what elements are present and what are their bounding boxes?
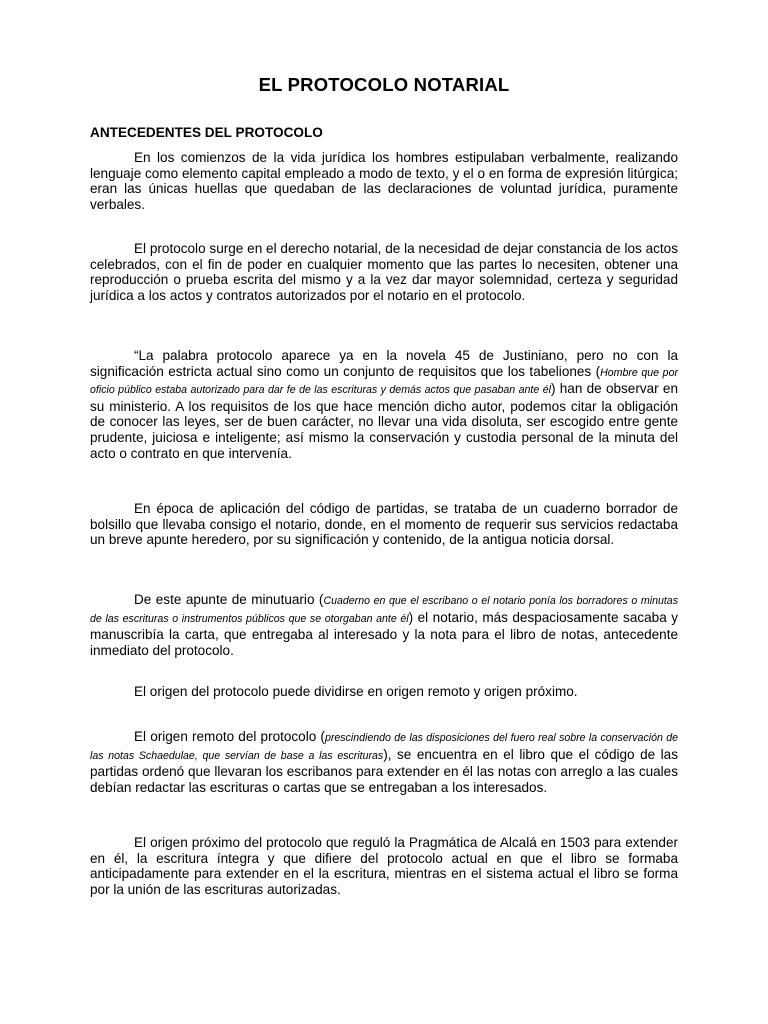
paragraph-1: En los comienzos de la vida jurídica los hombres estipulaban verbalmente, realizando lenguaje como elemento capital empleado a modo de texto, y el o en forma de expresión litúrgica; eran las únicas huellas que quedaban de las declaraciones de voluntad jurídica, puramente verbales.: [90, 150, 678, 212]
section-heading: ANTECEDENTES DEL PROTOCOLO: [90, 125, 323, 140]
paragraph-5-italic-note: Cuaderno en que el escribano o el notario ponía los borradores o minutas de las escrituras o instrumentos públicos que se otorgaban ante él: [90, 595, 678, 625]
document-title: EL PROTOCOLO NOTARIAL: [258, 74, 510, 95]
paragraph-5: [90, 592, 678, 658]
paragraph-3: [90, 348, 678, 461]
paragraph-7-text-start: El origen remoto del protocolo (: [134, 729, 325, 744]
paragraph-4: En época de aplicación del código de partidas, se trataba de un cuaderno borrador de bolsillo que llevaba consigo el notario, donde, en el momento de requerir sus servicios redactaba un breve apunte heredero, por su significación y contenido, de la antigua noticia dorsal.: [90, 501, 678, 548]
paragraph-3-text-end: ) han de observar en su ministerio. A los requisitos de los que hace mención dicho autor, podemos citar la obligación de conocer las leyes, ser de buen carácter, no llevar una vida disoluta, ser escogido entre gente prudente, juiciosa e inteligente; así mismo la conservación y custodia personal de la minuta del acto o contrato en que intervenía.: [90, 381, 679, 461]
paragraph-7: [90, 729, 678, 795]
paragraph-3-italic-note: Hombre que por oficio público estaba autorizado para dar fe de las escrituras y demás actos que pasaban ante él: [90, 366, 678, 397]
paragraph-7-text-end: ), se encuentra en el libro que el código de las partidas ordenó que llevaran los escribanos para extender en él las notas con arreglo a las cuales debían redactar las escrituras o cartas que se entregaban a los interesados.: [90, 746, 678, 795]
paragraph-6: El origen del protocolo puede dividirse en origen remoto y origen próximo.: [134, 684, 578, 699]
paragraph-3-text-start: “La palabra protocolo aparece ya en la novela 45 de Justiniano, pero no con la significación estricta actual sino como un conjunto de requisitos que los tabeliones (: [90, 348, 678, 379]
paragraph-8: El origen próximo del protocolo que reguló la Pragmática de Alcalá en 1503 para extender en él, la escritura íntegra y que difiere del protocolo actual en que el libro se formaba anticipadamente para extender en el la escritura, mientras en el sistema actual el libro se forma por la unión de las escrituras autorizadas.: [90, 835, 678, 897]
paragraph-7-italic-note: prescindiendo de las disposiciones del fuero real sobre la conservación de las notas Schaedulae, que servían de base a las escrituras: [90, 732, 678, 762]
paragraph-2: El protocolo surge en el derecho notarial, de la necesidad de dejar constancia de los actos celebrados, con el fin de poder en cualquier momento que las partes lo necesiten, obtener una reproducción o prueba escrita del mismo y a la vez dar mayor solemnidad, certeza y seguridad jurídica a los actos y contratos autorizados por el notario en el protocolo.: [90, 241, 678, 303]
paragraph-5-text-end: ) el notario, más despaciosamente sacaba y manuscribía la carta, que entregaba al interesado y la nota para el libro de notas, antecedente inmediato del protocolo.: [90, 609, 678, 658]
paragraph-5-text-start: De este apunte de minutuario (: [134, 592, 324, 607]
